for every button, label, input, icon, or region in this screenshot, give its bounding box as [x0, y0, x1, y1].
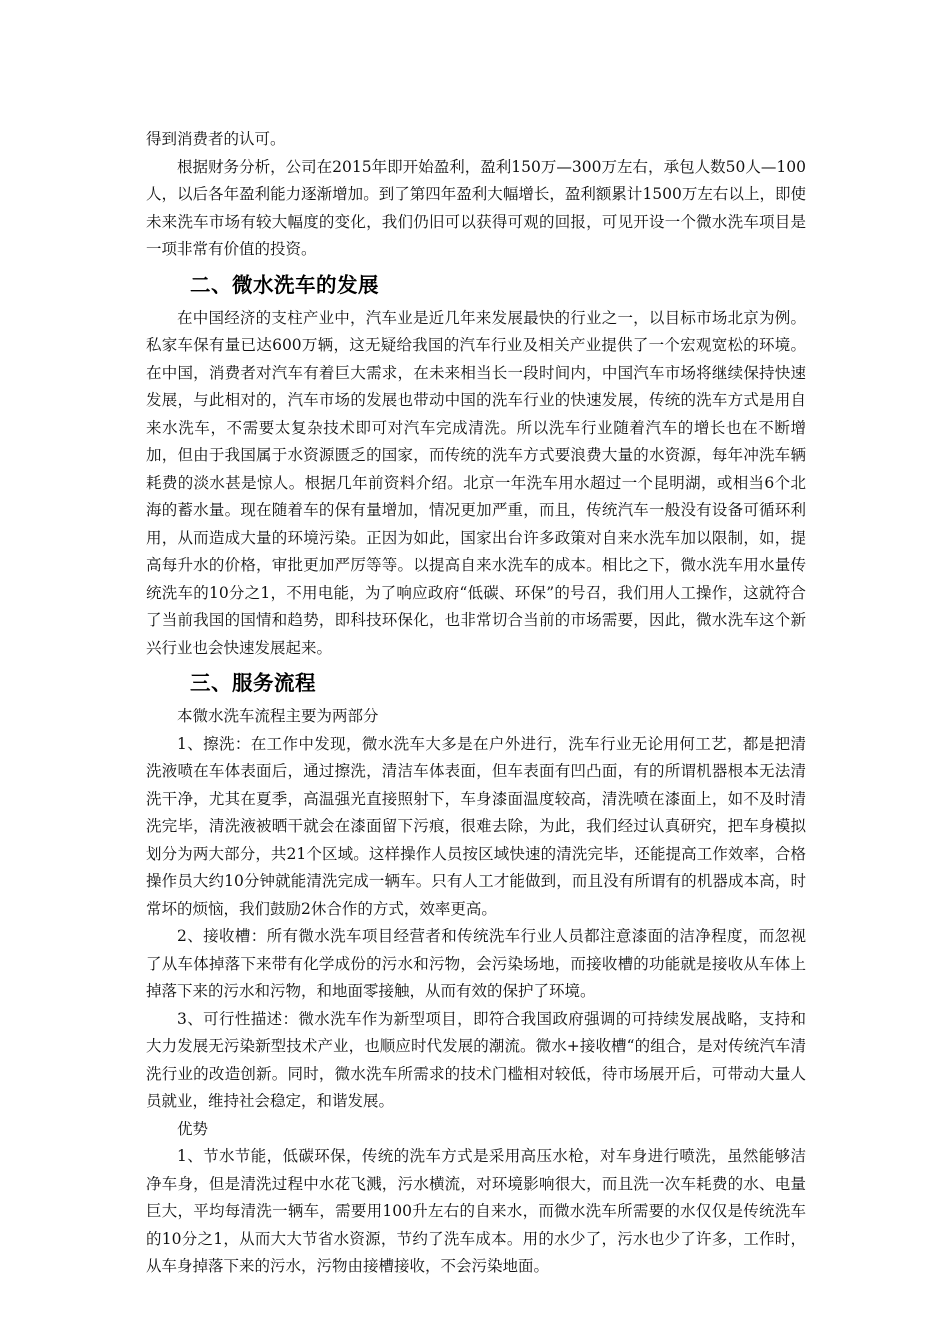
paragraph-financial-analysis: 根据财务分析，公司在2015年即开始盈利，盈利150万—300万左右，承包人数50人—100人，以后各年盈利能力逐渐增加。到了第四年盈利大幅增长，盈利额累计1500万左右以上，即使未来洗车市场有较大幅度的变化，我们仍旧可以获得可观的回报，可见开设一个微水洗车项目是一项非常有价值的投资。: [146, 157, 806, 258]
paragraph-wiping: 1、擦洗：在工作中发现，微水洗车大多是在户外进行，洗车行业无论用何工艺，都是把清洗液喷在车体表面后，通过擦洗，清洁车体表面，但车表面有凹凸面，有的所谓机器根本无法清洗干净，尤其在夏季，高温强光直接照射下，车身漆面温度较高，清洗喷在漆面上，如不及时清洗完毕，清洗液被晒干就会在漆面留下污痕，很难去除，为此，我们经过认真研究，把车身模拟划分为两大部分，共21个区域。这样操作人员按区域快速的清洗完毕，还能提高工作效率，合格操作员大约10分钟就能清洗完成一辆车。只有人工才能做到，而且没有所谓有的机器成本高，时常坏的烦恼，我们鼓励2休合作的方式，效率更高。: [146, 734, 806, 918]
document-body: [146, 126, 806, 1281]
paragraph-industry-development: 在中国经济的支柱产业中，汽车业是近几年来发展最快的行业之一，以目标市场北京为例。私家车保有量已达600万辆，这无疑给我国的汽车行业及相关产业提供了一个宏观宽松的环境。在中国，消费者对汽车有着巨大需求，在未来相当长一段时间内，中国汽车市场将继续保持快速发展，与此相对的，汽车市场的发展也带动中国的洗车行业的快速发展，传统的洗车方式是用自来水洗车，不需要太复杂技术即可对汽车完成清洗。所以洗车行业随着汽车的增长也在不断增加，但由于我国属于水资源匮乏的国家，而传统的洗车方式要浪费大量的水资源，每年冲洗车辆耗费的淡水甚是惊人。根据几年前资料介绍。北京一年洗车用水超过一个昆明湖，或相当6个北海的蓄水量。现在随着车的保有量增加，情况更加严重，而且，传统汽车一般没有设备可循环利用，从而造成大量的环境污染。正因为如此，国家出台许多政策对自来水洗车加以限制，如，提高每升水的价格，审批更加严厉等等。以提高自来水洗车的成本。相比之下，微水洗车用水量传统洗车的10分之1，不用电能，为了响应政府“低碳、环保”的号召，我们用人工操作，这就符合了当前我国的国情和趋势，即科技环保化，也非常切合当前的市场需要，因此，微水洗车这个新兴行业也会快速发展起来。: [146, 308, 806, 657]
paragraph-process-intro: 本微水洗车流程主要为两部分: [177, 707, 379, 725]
section-heading-development: 二、微水洗车的发展: [190, 272, 379, 297]
paragraph-advantages-label: 优势: [177, 1119, 209, 1138]
paragraph-water-saving: 1、节水节能，低碳环保，传统的洗车方式是采用高压水枪，对车身进行喷洗，虽然能够洁净车身，但是清洗过程中水花飞溅，污水横流，对环境影响很大，而且洗一次车耗费的水、电量巨大，平均每清洗一辆车，需要用100升左右的自来水，而微水洗车所需要的水仅仅是传统洗车的10分之1，从而大大节省水资源，节约了洗车成本。用的水少了，污水也少了许多，工作时，从车身掉落下来的污水，污物由接槽接收，不会污染地面。: [146, 1147, 806, 1275]
paragraph-receiving-tank: 2、接收槽：所有微水洗车项目经营者和传统洗车行业人员都注意漆面的洁净程度，而忽视了从车体掉落下来带有化学成份的污水和污物，会污染场地，而接收槽的功能就是接收从车体上掉落下来的污水和污物，和地面零接触，从而有效的保护了环境。: [146, 927, 806, 1000]
section-heading-service-process: 三、服务流程: [190, 671, 316, 695]
paragraph-feasibility: 3、可行性描述：微水洗车作为新型项目，即符合我国政府强调的可持续发展战略，支持和大力发展无污染新型技术产业，也顺应时代发展的潮流。微水+接收槽“的组合，是对传统汽车清洗行业的改造创新。同时，微水洗车所需求的技术门槛相对较低，待市场展开后，可带动大量人员就业，维持社会稳定，和谐发展。: [146, 1009, 806, 1110]
paragraph-consumer-approval: 得到消费者的认可。: [146, 130, 286, 148]
